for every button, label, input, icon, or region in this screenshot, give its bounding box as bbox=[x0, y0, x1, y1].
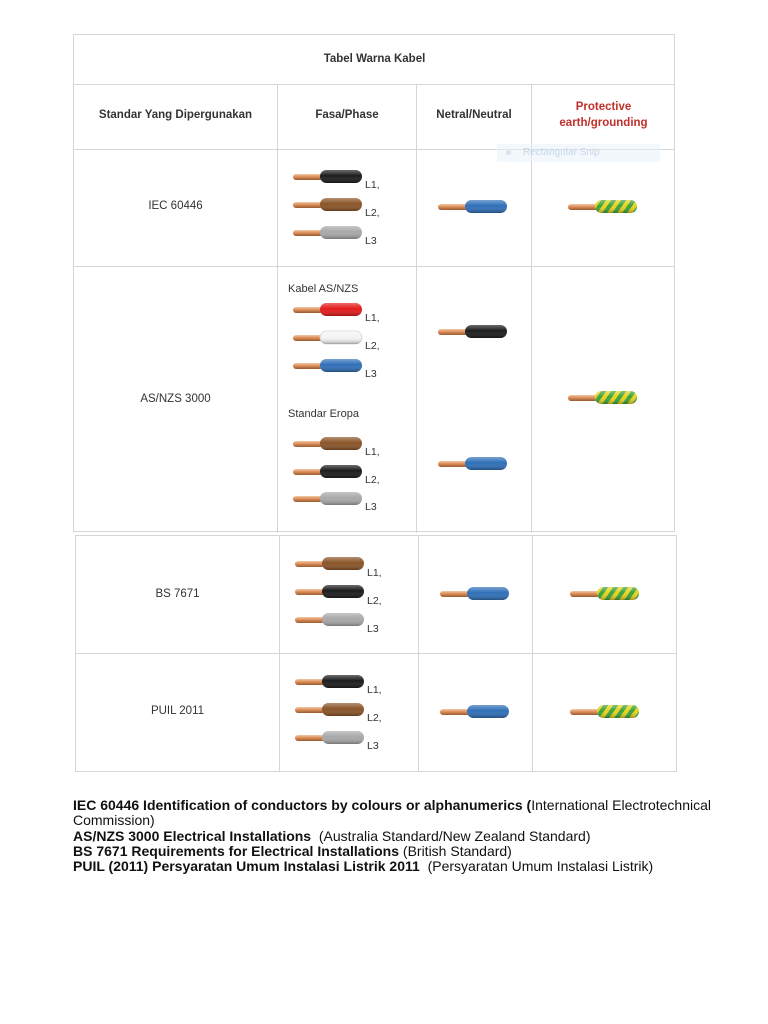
row-puil-standard: PUIL 2011 bbox=[150, 705, 205, 717]
wire-puil-l3 bbox=[294, 730, 366, 746]
wire-bs-l2 bbox=[294, 584, 366, 600]
iec-l3-label: L3 bbox=[365, 235, 377, 247]
wire-bs-l3 bbox=[294, 612, 366, 628]
asnzs-g2-l3-label: L3 bbox=[365, 501, 377, 513]
wire-iec-pe bbox=[567, 199, 639, 215]
row-asnzs-standard: AS/NZS 3000 bbox=[140, 393, 211, 405]
wire-asnzs-g1-l2 bbox=[292, 330, 364, 346]
wire-iec-phase-l2 bbox=[292, 197, 364, 213]
bs-l3-label: L3 bbox=[367, 623, 379, 635]
header-pe-line1: Protective bbox=[575, 101, 632, 113]
note-bs-bold: BS 7671 Requirements for Electrical Installations bbox=[73, 842, 400, 859]
asnzs-g1-l2-label: L2, bbox=[365, 340, 380, 352]
row-asnzs-standard-cell bbox=[74, 267, 278, 533]
note-bs bbox=[73, 844, 738, 859]
note-asnzs-bold: AS/NZS 3000 Electrical Installations bbox=[73, 827, 312, 844]
puil-l3-label: L3 bbox=[367, 740, 379, 752]
asnzs-g2-l2-label: L2, bbox=[365, 474, 380, 486]
header-phase: Fasa/Phase bbox=[315, 109, 379, 121]
puil-l1-label: L1, bbox=[367, 684, 382, 696]
note-puil-bold: PUIL (2011) Persyaratan Umum Instalasi Listrik 2011 bbox=[73, 858, 420, 875]
header-standard-cell bbox=[74, 85, 278, 150]
note-asnzs bbox=[73, 829, 738, 844]
asnzs-g1-l1-label: L1, bbox=[365, 312, 380, 324]
row-iec-standard: IEC 60446 bbox=[148, 200, 203, 212]
header-neutral: Netral/Neutral bbox=[436, 109, 512, 121]
iec-l2-label: L2, bbox=[365, 207, 380, 219]
asnzs-group1-title: Kabel AS/NZS bbox=[288, 283, 359, 295]
wire-iec-phase-l1 bbox=[292, 169, 364, 185]
iec-l1-label: L1, bbox=[365, 179, 380, 191]
wire-asnzs-g1-l3 bbox=[292, 358, 364, 374]
snip-label: Rectangular Snip bbox=[523, 147, 600, 158]
header-standard: Standar Yang Dipergunakan bbox=[98, 109, 253, 121]
rectangular-snip-overlay bbox=[497, 144, 660, 162]
note-iec bbox=[73, 798, 738, 829]
note-puil-normal: (Persyaratan Umum Instalasi Listrik) bbox=[419, 858, 654, 875]
row-asnzs-neutral-cell bbox=[417, 267, 532, 533]
row-iec-standard-cell bbox=[74, 150, 278, 267]
note-bs-normal: (British Standard) bbox=[399, 842, 512, 859]
header-phase-cell bbox=[278, 85, 417, 150]
note-asnzs-normal: (Australia Standard/New Zealand Standard) bbox=[311, 827, 591, 844]
wire-iec-neutral bbox=[437, 199, 509, 215]
wire-bs-neutral bbox=[439, 586, 511, 602]
wire-puil-l2 bbox=[294, 702, 366, 718]
wire-asnzs-pe bbox=[567, 390, 639, 406]
puil-l2-label: L2, bbox=[367, 712, 382, 724]
table-title: Tabel Warna Kabel bbox=[323, 53, 426, 65]
wire-iec-phase-l3 bbox=[292, 225, 364, 241]
bs-l1-label: L1, bbox=[367, 567, 382, 579]
snip-icon bbox=[506, 150, 511, 155]
asnzs-g2-l1-label: L1, bbox=[365, 446, 380, 458]
standards-notes bbox=[73, 798, 738, 874]
wire-asnzs-g2-l1 bbox=[292, 436, 364, 452]
wire-asnzs-g1-l1 bbox=[292, 302, 364, 318]
wire-puil-pe bbox=[569, 704, 641, 720]
header-pe-line2: earth/grounding bbox=[559, 117, 648, 129]
row-puil-standard-cell bbox=[76, 654, 280, 771]
row-bs-standard-cell bbox=[76, 536, 280, 654]
row-bs-standard: BS 7671 bbox=[155, 588, 200, 600]
note-iec-bold: IEC 60446 Identification of conductors by colours or alphanumerics ( bbox=[73, 797, 532, 813]
wire-asnzs-g2-l3 bbox=[292, 491, 364, 507]
bs-l2-label: L2, bbox=[367, 595, 382, 607]
asnzs-g1-l3-label: L3 bbox=[365, 368, 377, 380]
wire-bs-l1 bbox=[294, 556, 366, 572]
table-title-cell bbox=[74, 35, 675, 85]
wire-asnzs-neutral-1 bbox=[437, 324, 509, 340]
wire-asnzs-neutral-2 bbox=[437, 456, 509, 472]
wire-asnzs-g2-l2 bbox=[292, 464, 364, 480]
asnzs-group2-title: Standar Eropa bbox=[288, 408, 359, 420]
note-puil bbox=[73, 859, 738, 874]
wire-puil-l1 bbox=[294, 674, 366, 690]
wire-puil-neutral bbox=[439, 704, 511, 720]
header-pe-cell bbox=[532, 85, 675, 150]
header-neutral-cell bbox=[417, 85, 532, 150]
note-iec-normal: International Electrotechnical Commission) bbox=[73, 797, 711, 829]
wire-bs-pe bbox=[569, 586, 641, 602]
